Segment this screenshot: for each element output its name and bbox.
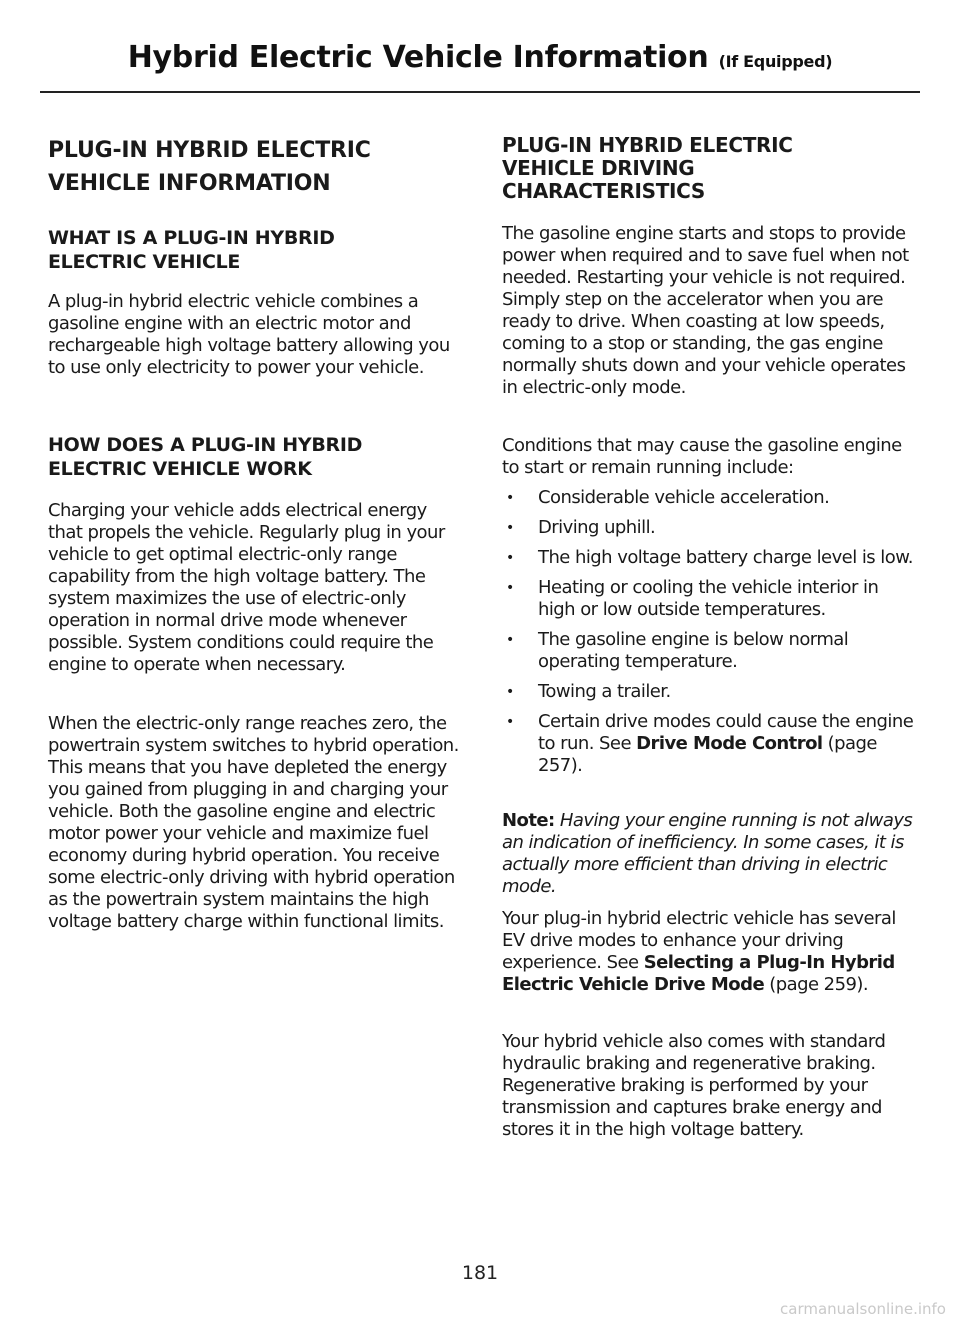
ev-modes-page-ref: (page 259). bbox=[764, 974, 869, 995]
list-item-drive-mode bbox=[502, 711, 918, 777]
ev-modes-text: Your plug-in hybrid electric vehicle has several EV drive modes to enhance your driving experience. See bbox=[502, 908, 896, 973]
header-title: Hybrid Electric Vehicle Information bbox=[127, 40, 709, 75]
paragraph-braking: Your hybrid vehicle also comes with standard hydraulic braking and regenerative braking. Regenerative braking is performed by your transmission and captures brake energy and stores it in the high voltage battery. bbox=[502, 1031, 886, 1140]
note-label: Note: bbox=[502, 810, 555, 831]
list-item: • The gasoline engine is below normal operating temperature. bbox=[502, 629, 918, 673]
main-heading bbox=[48, 134, 464, 200]
bullet-page-ref: (page 257). bbox=[538, 733, 877, 776]
watermark: carmanualsonline.info bbox=[780, 1300, 946, 1318]
list-item: • Driving uphill. bbox=[502, 517, 918, 539]
selecting-drive-mode-link[interactable]: Selecting a Plug-In Hybrid Electric Vehicle Drive Mode bbox=[502, 952, 895, 995]
paragraph-conditions: Conditions that may cause the gasoline engine to start or remain running include: bbox=[502, 435, 902, 478]
header-subtitle: (If Equipped) bbox=[718, 52, 833, 71]
paragraph-ev-drive-modes bbox=[502, 908, 918, 996]
list-item: • Considerable vehicle acceleration. bbox=[502, 487, 918, 509]
drive-mode-control-link[interactable]: Drive Mode Control bbox=[636, 733, 823, 754]
list-item: • The high voltage battery charge level is low. bbox=[502, 547, 918, 569]
header-divider bbox=[40, 91, 920, 93]
list-item: • Heating or cooling the vehicle interior in high or low outside temperatures. bbox=[502, 577, 918, 621]
section-heading-what-is: WHAT IS A PLUG-IN HYBRID ELECTRIC VEHICLE bbox=[48, 227, 335, 273]
note-paragraph bbox=[502, 810, 918, 898]
page-number: 181 bbox=[461, 1262, 499, 1284]
page-header bbox=[40, 40, 920, 75]
section-heading-driving-characteristics: PLUG-IN HYBRID ELECTRIC VEHICLE DRIVING CHARACTERISTICS bbox=[502, 133, 793, 203]
main-heading-line2: VEHICLE INFORMATION bbox=[48, 171, 331, 196]
paragraph-engine-start-stop: The gasoline engine starts and stops to provide power when required and to save fuel when not needed. Restarting your vehicle is not required. Simply step on the accelerator when you are ready to drive. When coasting at low speeds, coming to a stop or standing, the gas engine normally shuts down and your vehicle operates in electric-only mode. bbox=[502, 223, 909, 398]
paragraph-how-works-1: Charging your vehicle adds electrical energy that propels the vehicle. Regularly plug in your vehicle to get optimal electric-only range capability from the high voltage battery. The system maximizes the use of electric-only operation in normal drive mode whenever possible. System conditions could require the engine to operate when necessary. bbox=[48, 500, 445, 675]
paragraph-how-works-2: When the electric-only range reaches zero, the powertrain system switches to hybrid operation. This means that you have depleted the energy you gained from plugging in and charging your vehicle. Both the gasoline engine and electric motor power your vehicle and maximize fuel economy during hybrid operation. You receive some electric-only driving with hybrid operation as the powertrain system maintains the high voltage battery charge within functional limits. bbox=[48, 713, 459, 932]
conditions-list bbox=[502, 487, 918, 777]
list-item: • Towing a trailer. bbox=[502, 681, 918, 703]
bullet-text: Certain drive modes could cause the engine to run. See bbox=[538, 711, 914, 754]
note-text: Having your engine running is not always an indication of inefficiency. In some cases, it is actually more efficient than driving in electric mode. bbox=[502, 810, 913, 897]
section-heading-how-works: HOW DOES A PLUG-IN HYBRID ELECTRIC VEHICLE WORK bbox=[48, 434, 363, 480]
main-heading-line1: PLUG-IN HYBRID ELECTRIC bbox=[48, 138, 371, 163]
paragraph-what-is: A plug-in hybrid electric vehicle combines a gasoline engine with an electric motor and rechargeable high voltage battery allowing you to use only electricity to power your vehicle. bbox=[48, 291, 450, 378]
